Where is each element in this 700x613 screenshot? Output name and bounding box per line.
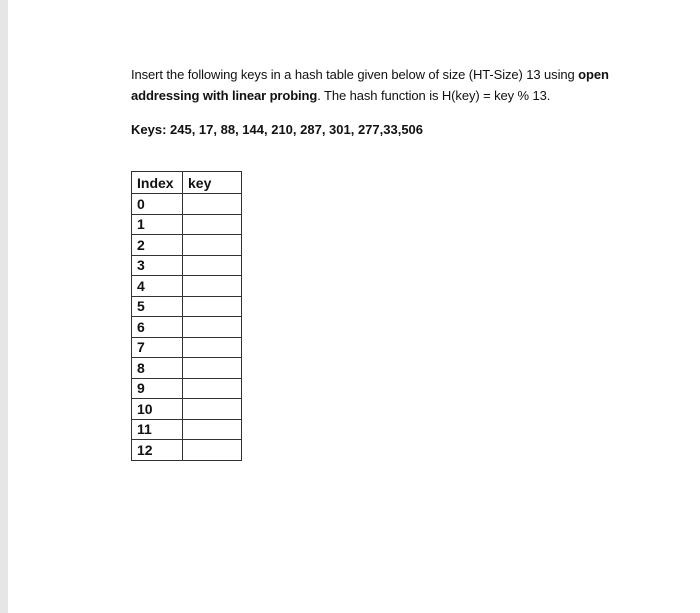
- problem-method: open addressing with linear probing: [131, 67, 609, 103]
- index-cell: 9: [132, 378, 183, 399]
- table-row: [132, 276, 242, 297]
- page-left-edge: [0, 0, 8, 613]
- table-row: [132, 235, 242, 256]
- index-cell: 12: [132, 440, 183, 461]
- table-row: [132, 194, 242, 215]
- table-row: [132, 214, 242, 235]
- index-cell: 8: [132, 358, 183, 379]
- table-row: [132, 337, 242, 358]
- index-cell: 0: [132, 194, 183, 215]
- key-cell[interactable]: [183, 296, 242, 317]
- key-cell[interactable]: [183, 214, 242, 235]
- header-key: key: [183, 172, 242, 194]
- index-cell: 7: [132, 337, 183, 358]
- index-cell: 1: [132, 214, 183, 235]
- table-row: [132, 296, 242, 317]
- problem-tail: . The hash function is H(key) = key % 13.: [317, 88, 551, 103]
- key-cell[interactable]: [183, 419, 242, 440]
- index-cell: 5: [132, 296, 183, 317]
- index-cell: 4: [132, 276, 183, 297]
- table-row: [132, 255, 242, 276]
- key-cell[interactable]: [183, 317, 242, 338]
- key-cell[interactable]: [183, 194, 242, 215]
- problem-statement: [131, 64, 631, 106]
- index-cell: 11: [132, 419, 183, 440]
- index-cell: 10: [132, 399, 183, 420]
- header-index: Index: [132, 172, 183, 194]
- index-cell: 3: [132, 255, 183, 276]
- table-row: [132, 440, 242, 461]
- table-row: [132, 358, 242, 379]
- key-cell[interactable]: [183, 235, 242, 256]
- key-cell[interactable]: [183, 399, 242, 420]
- key-cell[interactable]: [183, 337, 242, 358]
- table-row: [132, 317, 242, 338]
- index-cell: 6: [132, 317, 183, 338]
- keys-list: Keys: 245, 17, 88, 144, 210, 287, 301, 277,33,506: [131, 122, 424, 137]
- hash-table-header-row: [132, 172, 242, 194]
- table-row: [132, 399, 242, 420]
- document-page: [131, 64, 631, 140]
- index-cell: 2: [132, 235, 183, 256]
- key-cell[interactable]: [183, 358, 242, 379]
- key-cell[interactable]: [183, 378, 242, 399]
- problem-intro: Insert the following keys in a hash table given below of size (HT-Size) 13 using: [131, 67, 579, 82]
- key-cell[interactable]: [183, 440, 242, 461]
- table-row: [132, 378, 242, 399]
- table-row: [132, 419, 242, 440]
- key-cell[interactable]: [183, 255, 242, 276]
- hash-table: [131, 171, 242, 461]
- key-cell[interactable]: [183, 276, 242, 297]
